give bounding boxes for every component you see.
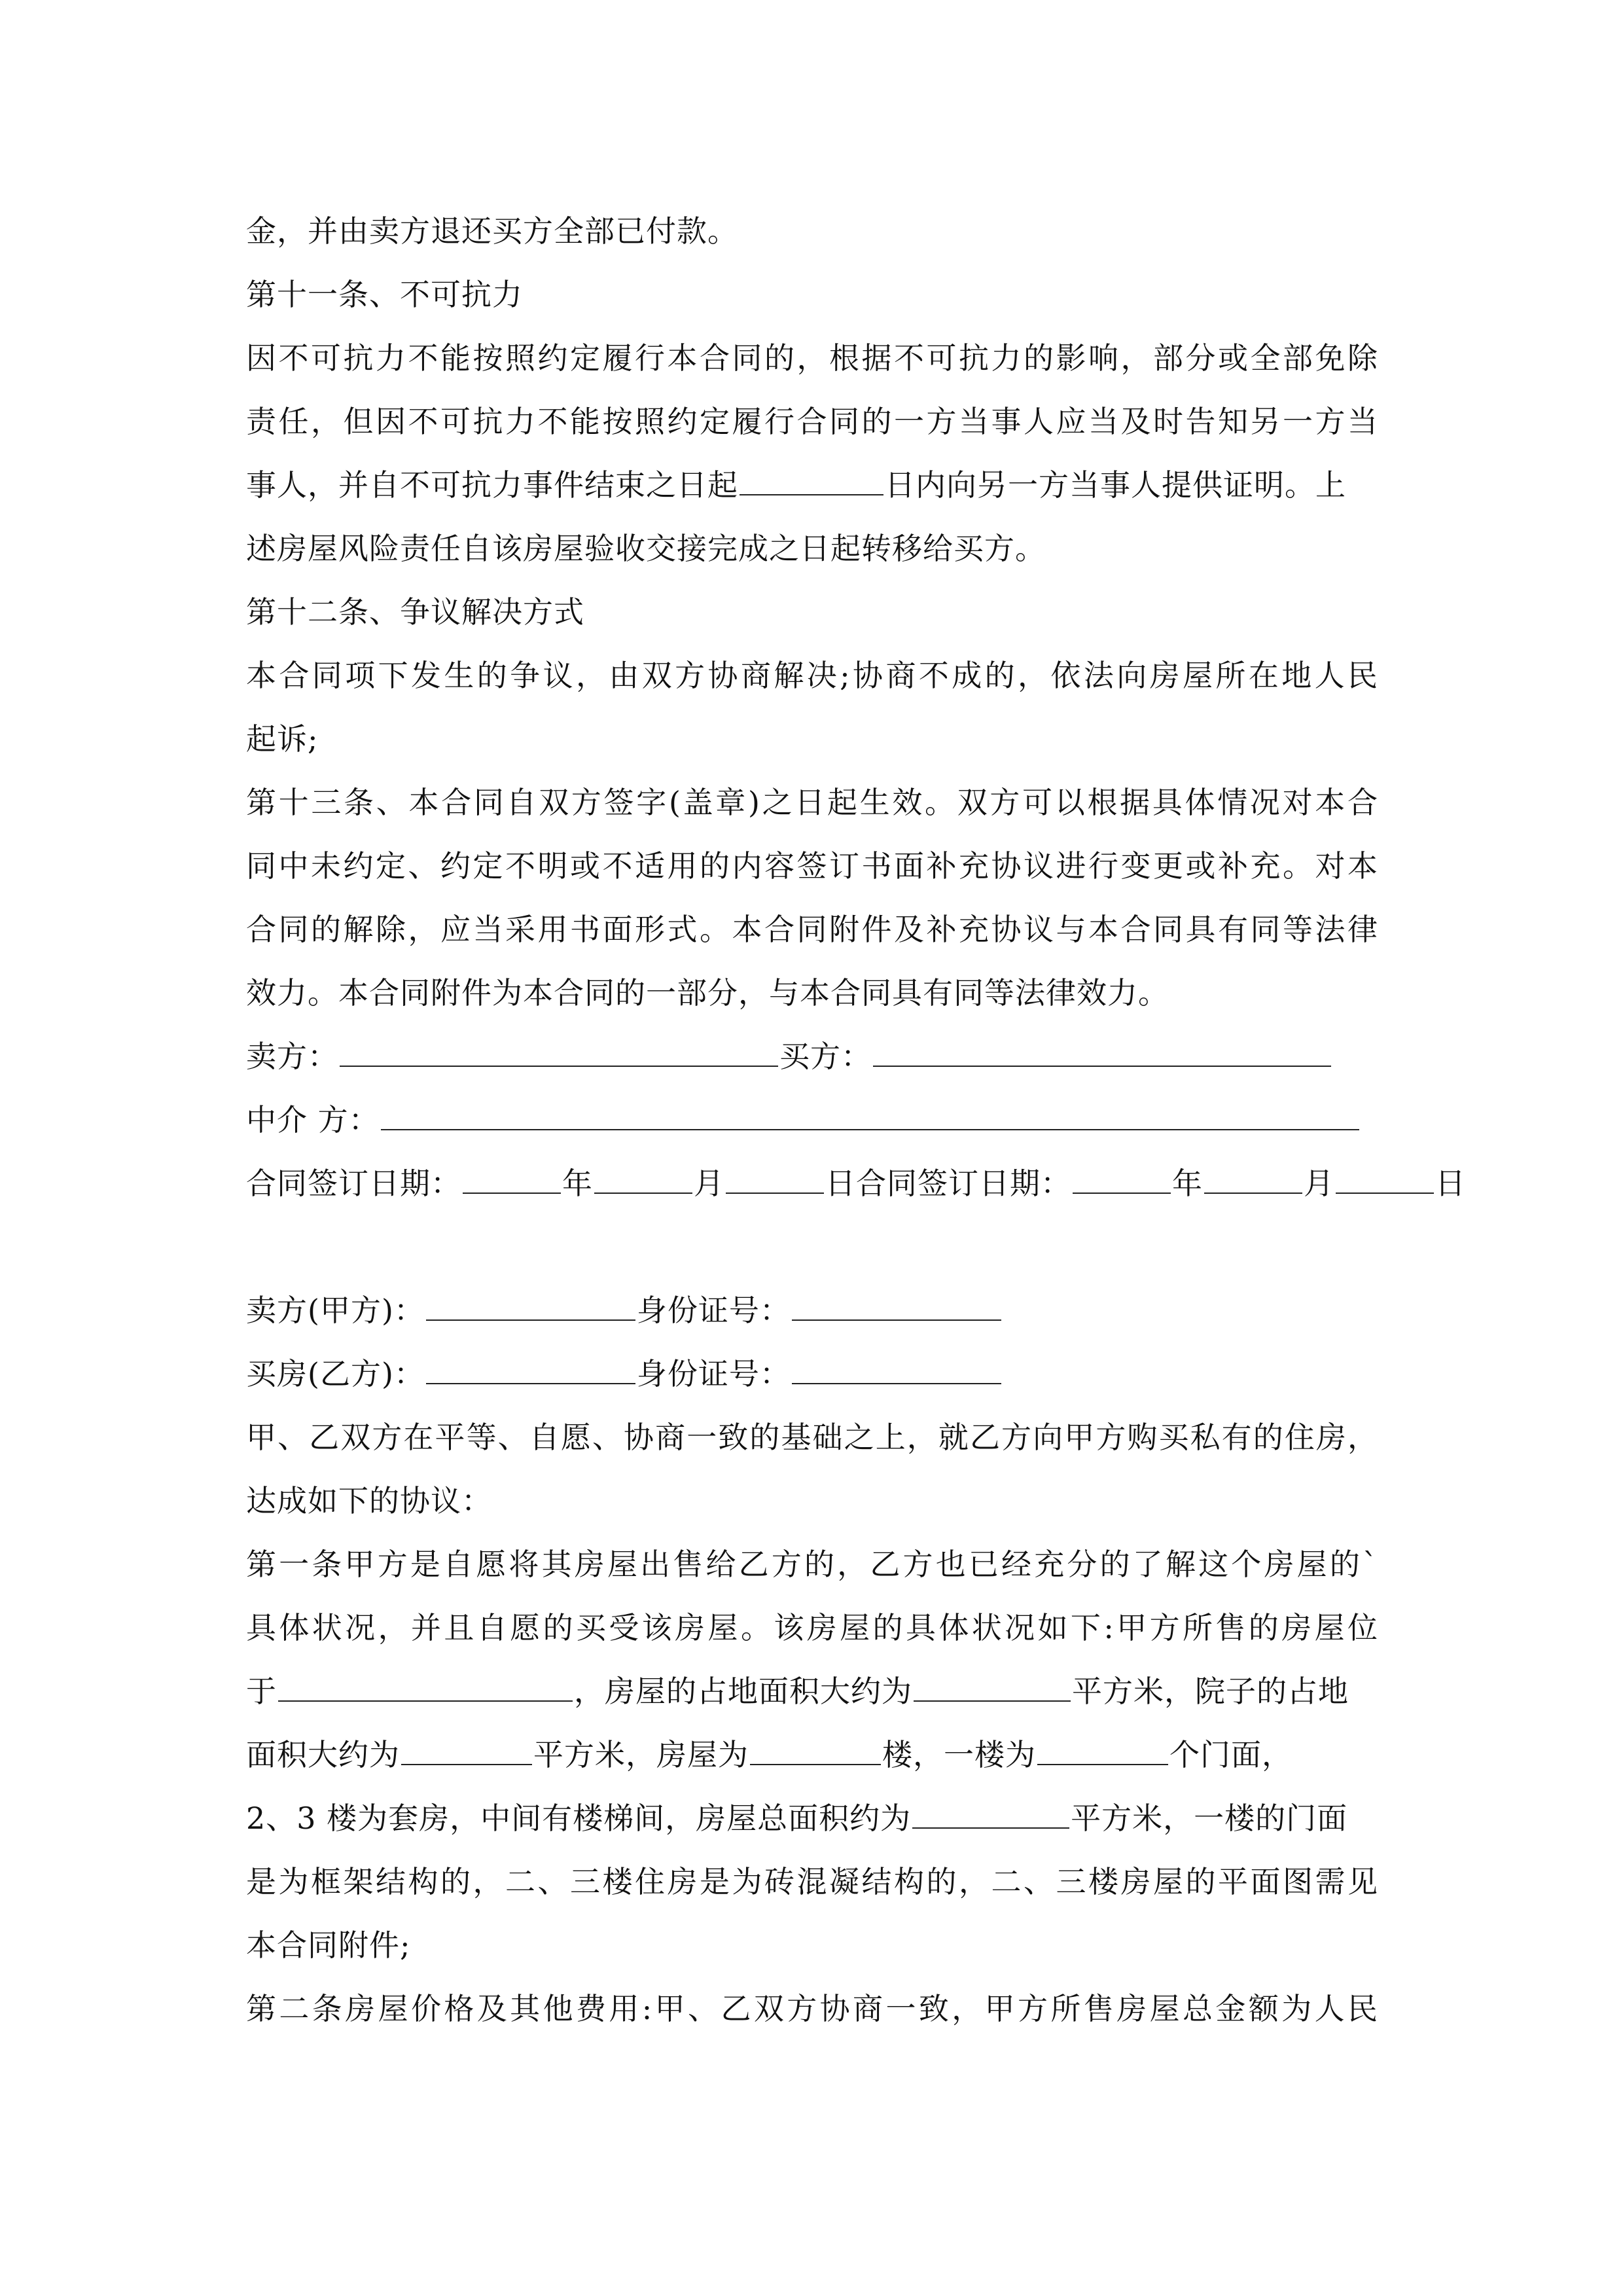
- text-line: 起诉;: [246, 721, 319, 757]
- month-label: 月: [1304, 1166, 1334, 1201]
- month-label: 月: [694, 1166, 724, 1201]
- buyer-signature-blank[interactable]: [873, 1039, 1331, 1067]
- text-line-with-blank: [246, 1787, 1378, 1850]
- text-line: 第十三条、本合同自双方签字(盖章)之日起生效。双方可以根据具体情况对本合: [246, 785, 1378, 820]
- yard-area-blank[interactable]: [401, 1738, 532, 1765]
- text-line: 述房屋风险责任自该房屋验收交接完成之日起转移给买方。: [246, 531, 1046, 566]
- month-blank[interactable]: [1204, 1166, 1302, 1194]
- text-line: 是为框架结构的，二、三楼住房是为砖混凝结构的，二、三楼房屋的平面图需见: [246, 1864, 1378, 1899]
- signature-line-agent: [246, 1088, 1378, 1152]
- text-line: 金，并由卖方退还买方全部已付款。: [246, 213, 738, 249]
- text-segment: ，房屋的占地面积大约为: [574, 1674, 912, 1709]
- text-line: 合同的解除，应当采用书面形式。本合同附件及补充协议与本合同具有同等法律: [246, 912, 1378, 947]
- day-blank[interactable]: [1336, 1166, 1434, 1194]
- text-segment: 个门面，: [1169, 1737, 1293, 1772]
- text-line: 具体状况，并且自愿的买受该房屋。该房屋的具体状况如下:甲方所售的房屋位: [246, 1610, 1378, 1645]
- total-area-blank[interactable]: [912, 1801, 1069, 1829]
- party-b-name-blank[interactable]: [426, 1357, 635, 1384]
- section-heading-dispute: 第十二条、争议解决方式: [246, 594, 584, 630]
- party-a-line: [246, 1279, 1378, 1342]
- party-b-id-blank[interactable]: [792, 1357, 1001, 1384]
- party-a-name-blank[interactable]: [426, 1293, 635, 1321]
- fill-in-blank[interactable]: [740, 468, 883, 495]
- text-line-with-blanks: [246, 1723, 1378, 1787]
- text-segment: 事人，并自不可抗力事件结束之日起: [246, 467, 738, 503]
- text-segment: 日内向另一方当事人提供证明。上: [885, 467, 1346, 503]
- text-line: 因不可抗力不能按照约定履行本合同的，根据不可抗力的影响，部分或全部免除: [246, 340, 1378, 376]
- location-blank[interactable]: [278, 1674, 573, 1702]
- text-segment: 平方米，院子的占地: [1072, 1674, 1349, 1709]
- text-line: 效力。本合同附件为本合同的一部分，与本合同具有同等法律效力。: [246, 975, 1169, 1011]
- text-line: 第一条甲方是自愿将其房屋出售给乙方的，乙方也已经充分的了解这个房屋的`: [246, 1547, 1378, 1582]
- text-line: 甲、乙双方在平等、自愿、协商一致的基础之上，就乙方向甲方购买私有的住房，: [246, 1420, 1378, 1455]
- text-line: 同中未约定、约定不明或不适用的内容签订书面补充协议进行变更或补充。对本: [246, 848, 1378, 884]
- text-segment: 2、3 楼为套房，中间有楼梯间，房屋总面积约为: [246, 1801, 912, 1836]
- party-b-label: 买房(乙方)：: [246, 1356, 425, 1391]
- year-blank[interactable]: [1073, 1166, 1171, 1194]
- signing-date-line: [246, 1152, 1466, 1215]
- date-label: 合同签订日期：: [246, 1166, 461, 1201]
- party-a-label: 卖方(甲方)：: [246, 1293, 425, 1328]
- document-body: [246, 200, 1466, 2041]
- party-a-id-blank[interactable]: [792, 1293, 1001, 1321]
- text-line: 达成如下的协议：: [246, 1483, 492, 1518]
- agent-label: 中介 方：: [246, 1102, 380, 1138]
- month-blank[interactable]: [594, 1166, 692, 1194]
- floors-blank[interactable]: [750, 1738, 881, 1765]
- day-label: 日: [1435, 1166, 1466, 1201]
- seller-signature-blank[interactable]: [340, 1039, 778, 1067]
- seller-label: 卖方：: [246, 1039, 338, 1074]
- text-segment: 于: [246, 1674, 277, 1709]
- agent-signature-blank[interactable]: [381, 1103, 1359, 1130]
- text-segment: 面积大约为: [246, 1737, 400, 1772]
- text-line: 责任，但因不可抗力不能按照约定履行合同的一方当事人应当及时告知另一方当: [246, 404, 1378, 439]
- year-blank[interactable]: [463, 1166, 561, 1194]
- day-blank[interactable]: [726, 1166, 824, 1194]
- year-label: 年: [1172, 1166, 1203, 1201]
- text-line: 本合同项下发生的争议，由双方协商解决;协商不成的，依法向房屋所在地人民: [246, 658, 1378, 693]
- year-label: 年: [562, 1166, 593, 1201]
- storefront-count-blank[interactable]: [1037, 1738, 1168, 1765]
- party-b-line: [246, 1342, 1378, 1406]
- text-line: 第二条房屋价格及其他费用:甲、乙双方协商一致，甲方所售房屋总金额为人民: [246, 1991, 1378, 2026]
- date-label: 日合同签订日期：: [825, 1166, 1071, 1201]
- text-segment: 楼，一楼为: [882, 1737, 1036, 1772]
- text-segment: 平方米，一楼的门面: [1071, 1801, 1348, 1836]
- buyer-label: 买方：: [779, 1039, 872, 1074]
- text-line: 本合同附件;: [246, 1928, 411, 1963]
- id-label: 身份证号：: [636, 1293, 791, 1328]
- text-segment: 平方米，房屋为: [533, 1737, 749, 1772]
- text-line-with-blank: [246, 454, 1378, 517]
- text-line-with-blanks: [246, 1660, 1378, 1723]
- id-label: 身份证号：: [636, 1356, 791, 1391]
- spacer: [246, 1215, 1378, 1279]
- section-heading-force-majeure: 第十一条、不可抗力: [246, 277, 523, 312]
- land-area-blank[interactable]: [914, 1674, 1071, 1702]
- signature-line-seller-buyer: [246, 1025, 1378, 1088]
